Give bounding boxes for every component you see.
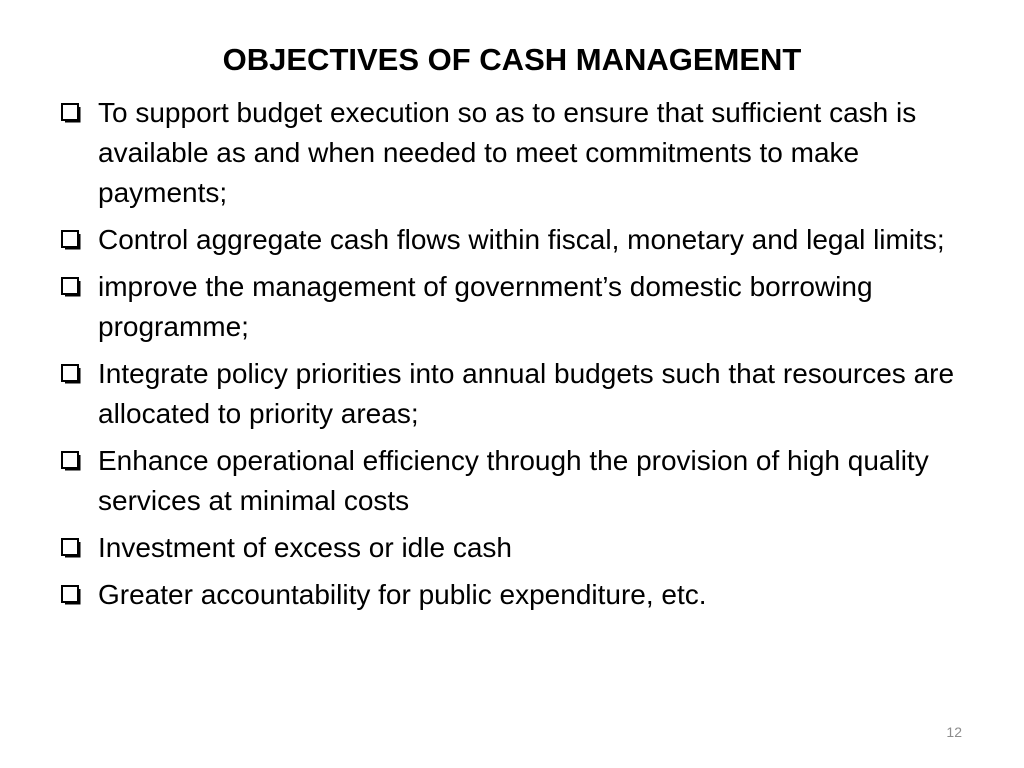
- checkbox-square-icon: [60, 448, 86, 474]
- bullet-text: To support budget execution so as to ensure that sufficient cash is available as and when needed to meet commitments to make payments;: [98, 97, 917, 208]
- bullet-text: Integrate policy priorities into annual budgets such that resources are allocated to priority areas;: [98, 358, 955, 429]
- bullet-text: improve the management of government’s domestic borrowing programme;: [98, 271, 873, 342]
- checkbox-square-icon: [60, 361, 86, 387]
- bullet-text: Investment of excess or idle cash: [98, 532, 512, 563]
- checkbox-square-icon: [60, 100, 86, 126]
- checkbox-square-icon: [60, 535, 86, 561]
- list-item: [60, 354, 960, 434]
- list-item: [60, 441, 960, 521]
- list-item: [60, 575, 960, 615]
- bullet-list: [60, 93, 960, 622]
- list-item: [60, 93, 960, 213]
- slide-number: 12: [946, 724, 962, 740]
- bullet-text: Control aggregate cash flows within fiscal, monetary and legal limits;: [98, 224, 945, 255]
- checkbox-square-icon: [60, 274, 86, 300]
- bullet-text: Enhance operational efficiency through the provision of high quality services at minimal costs: [98, 445, 929, 516]
- list-item: [60, 528, 960, 568]
- checkbox-square-icon: [60, 227, 86, 253]
- slide-title: OBJECTIVES OF CASH MANAGEMENT: [222, 42, 802, 77]
- bullet-text: Greater accountability for public expenditure, etc.: [98, 579, 707, 610]
- list-item: [60, 220, 960, 260]
- list-item: [60, 267, 960, 347]
- checkbox-square-icon: [60, 582, 86, 608]
